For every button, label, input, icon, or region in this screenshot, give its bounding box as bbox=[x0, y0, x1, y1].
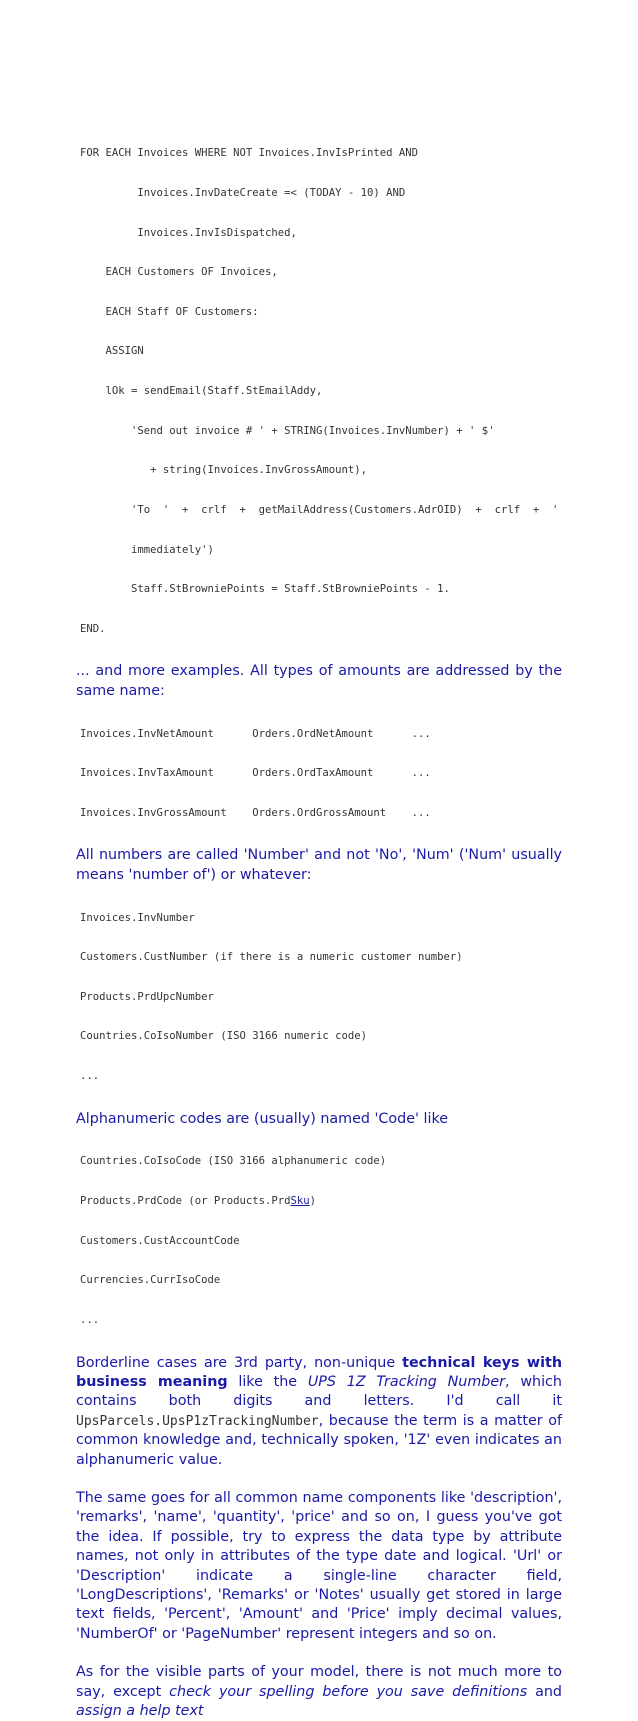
code-line: 'Send out invoice # ' + STRING(Invoices.InvNumber) + ' $' bbox=[80, 424, 495, 437]
code-example-main bbox=[80, 121, 562, 662]
code-line: Customers.CustNumber (if there is a numeric customer number) bbox=[80, 951, 463, 964]
paragraph-numbers: All numbers are called 'Number' and not 'No', 'Num' ('Num' usually means 'number of') or whatever: bbox=[76, 847, 562, 883]
text-run: , because the term is a matter of common knowledge and, technically spoken, '1Z' even indicates an alphanumeric value. bbox=[76, 1412, 562, 1468]
paragraph-visible-parts bbox=[76, 1663, 562, 1721]
code-line: EACH Customers OF Invoices, bbox=[80, 266, 278, 279]
paragraph-spacer bbox=[76, 1470, 562, 1489]
code-line: + string(Invoices.InvGrossAmount), bbox=[80, 464, 368, 477]
code-line: Invoices.InvIsDispatched, bbox=[80, 226, 297, 239]
paragraph-spacer bbox=[76, 1644, 562, 1663]
code-line: Invoices.InvNumber bbox=[80, 911, 195, 924]
text-run: As for the visible parts of your model, there is not much more to say, except bbox=[76, 1664, 562, 1700]
code-line: Invoices.InvGrossAmount Orders.OrdGrossAmount ... bbox=[80, 806, 431, 819]
paragraph-codes: Alphanumeric codes are (usually) named 'Code' like bbox=[76, 1110, 449, 1127]
code-line: Invoices.InvNetAmount Orders.OrdNetAmount ... bbox=[80, 727, 431, 740]
code-text: Products.PrdCode (or Products.Prd bbox=[80, 1195, 291, 1208]
code-line bbox=[80, 1195, 562, 1208]
sku-link[interactable]: Sku bbox=[290, 1195, 310, 1208]
italic-term: UPS 1Z Tracking Number bbox=[307, 1373, 506, 1390]
italic-term: assign a help text bbox=[76, 1703, 204, 1719]
text-run: and bbox=[527, 1683, 562, 1700]
text-run: Borderline cases are 3rd party, non-unique bbox=[76, 1354, 403, 1371]
code-line: 'To ' + crlf + getMailAddress(Customers.AdrOID) + crlf + ' bbox=[80, 503, 559, 516]
code-line: Customers.CustAccountCode bbox=[80, 1234, 240, 1247]
code-line: Currencies.CurrIsoCode bbox=[80, 1274, 221, 1287]
code-line: lOk = sendEmail(Staff.StEmailAddy, bbox=[80, 385, 323, 398]
code-line: END. bbox=[80, 622, 106, 635]
code-line: ... bbox=[80, 1313, 100, 1326]
code-line: Invoices.InvTaxAmount Orders.OrdTaxAmount ... bbox=[80, 767, 431, 780]
code-line: ... bbox=[80, 1070, 100, 1083]
inline-code: UpsParcels.UpsP1zTrackingNumber bbox=[76, 1413, 319, 1429]
code-line: Countries.CoIsoNumber (ISO 3166 numeric code) bbox=[80, 1030, 368, 1043]
code-line: immediately') bbox=[80, 543, 214, 556]
text-run: , which contains both digits and letters. I'd call it bbox=[76, 1373, 562, 1410]
paragraph-same-goes: The same goes for all common name components like 'description', 'remarks', 'name', 'quantity', 'price' and so on, I guess you've got the idea. If possible, try to express the data type by attribute names, not only in attributes of the type date and logical. 'Url' or 'Description' indicate a single-line character field, 'LongDescriptions', 'Remarks' or 'Notes' usually get stored in large text fields, 'Percent', 'Amount' and 'Price' imply decimal values, 'NumberOf' or 'PageNumber' represent integers and so on. bbox=[76, 1489, 562, 1642]
code-line: Countries.CoIsoCode (ISO 3166 alphanumeric code) bbox=[80, 1155, 387, 1168]
document-page bbox=[76, 121, 562, 1721]
code-line: Invoices.InvDateCreate =< (TODAY - 10) AND bbox=[80, 187, 406, 200]
italic-term: check your spelling before you save definitions bbox=[169, 1683, 528, 1700]
code-line: Products.PrdUpcNumber bbox=[80, 990, 214, 1003]
paragraph-borderline bbox=[76, 1354, 562, 1470]
code-line: ASSIGN bbox=[80, 345, 144, 358]
code-line: EACH Staff OF Customers: bbox=[80, 305, 259, 318]
paragraph-more-examples: ... and more examples. All types of amounts are addressed by the same name: bbox=[76, 663, 562, 699]
code-example-numbers bbox=[80, 885, 562, 1109]
code-example-amounts bbox=[80, 701, 562, 846]
code-example-codes bbox=[80, 1129, 562, 1353]
bold-term: technical keys with business meaning bbox=[76, 1354, 562, 1390]
code-line: Staff.StBrowniePoints = Staff.StBrowniePoints - 1. bbox=[80, 583, 450, 596]
code-line: FOR EACH Invoices WHERE NOT Invoices.InvIsPrinted AND bbox=[80, 147, 419, 160]
text-run: like the bbox=[227, 1373, 308, 1390]
code-text: ) bbox=[309, 1195, 317, 1208]
